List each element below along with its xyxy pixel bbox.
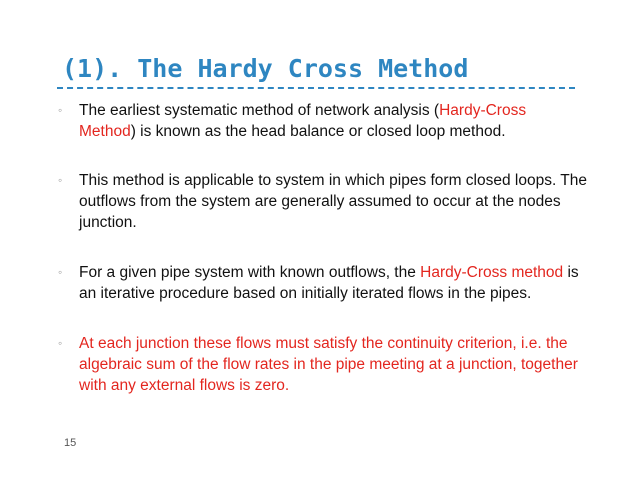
highlighted-term: Hardy-Cross Method [79,102,527,140]
bullet-item [57,262,587,304]
highlighted-term: Hardy-Cross method [420,264,564,281]
bullet-item [57,100,587,142]
slide-title: (1). The Hardy Cross Method [62,54,469,83]
bullet-text: ) is known as the head balance or closed loop method. [130,123,506,140]
bullet-marker: ◦ [58,103,63,117]
bullet-text: is an iterative procedure based on initially iterated flows in the pipes. [79,264,579,302]
highlighted-bullet-text: At each junction these flows must satisfy the continuity criterion, i.e. the algebraic sum of the flow rates in the pipe meeting at a junction, together with any external flows is zero. [79,335,578,394]
bullet-marker: ◦ [58,265,63,279]
bullet-marker: ◦ [58,173,63,187]
bullet-text: This method is applicable to system in which pipes form closed loops. The outflows from the system are generally assumed to occur at the nodes junction. [79,172,588,231]
bullet-list [57,100,587,396]
bullet-item [57,333,587,396]
bullet-item [57,170,587,233]
title-dashed-divider [57,87,575,89]
bullet-marker: ◦ [58,336,63,350]
page-number: 15 [64,437,77,449]
bullet-text: The earliest systematic method of network analysis ( [79,102,440,119]
bullet-text: For a given pipe system with known outflows, the [79,264,421,281]
